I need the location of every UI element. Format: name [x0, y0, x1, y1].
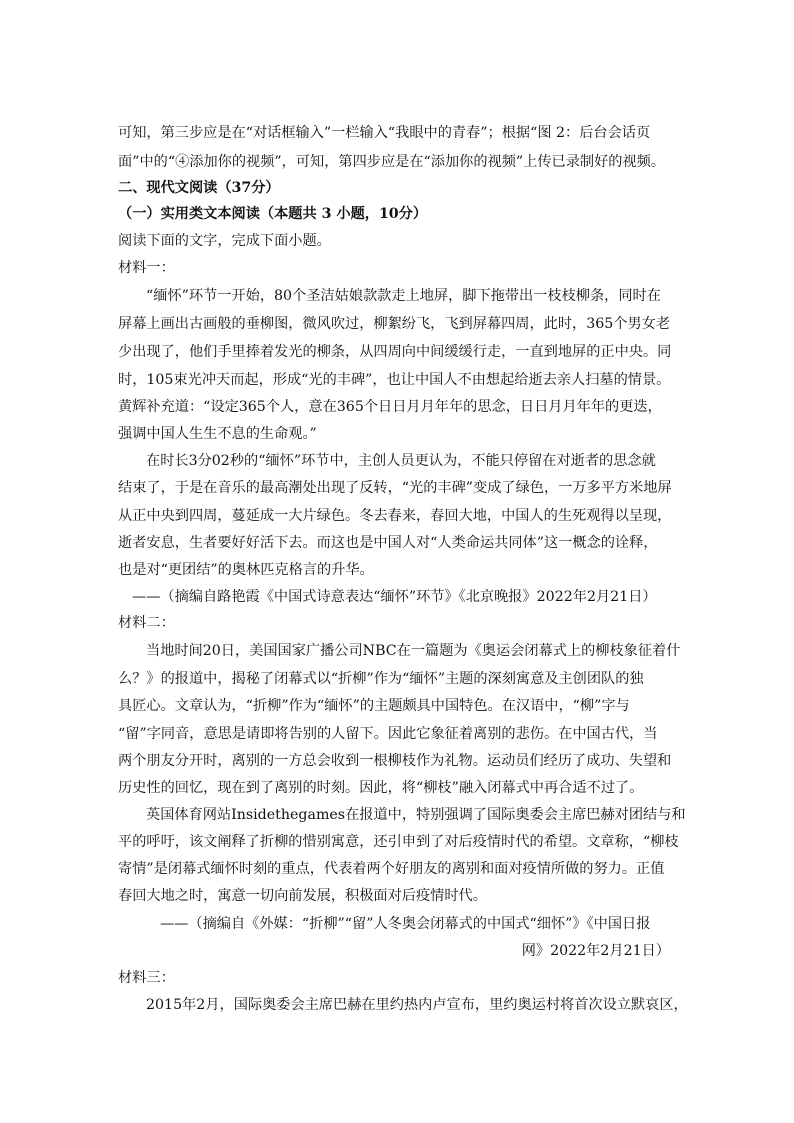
- material1-source: ——（摘编自路艳霞《中国式诗意表达“缅怀”环节》《北京晚报》2022年2月21日）: [132, 589, 657, 605]
- material1-p1-line: 屏幕上画出古画般的垂柳图，微风吹过，柳絮纷飞，飞到屏幕四周，此时，365个男女老: [118, 316, 671, 332]
- section-heading: 二、现代文阅读（37分）: [118, 180, 280, 196]
- material2-p1-line: 具匠心。文章认为，“折柳”作为“缅怀”的主题颇具中国特色。在汉语中，“柳”字与: [118, 698, 630, 714]
- material2-p1-line: 两个朋友分开时，离别的一方总会收到一根柳枝作为礼物。运动员们经历了成功、失望和: [118, 753, 672, 769]
- material2-source-line-1: ——（摘编自《外媒：“折柳”“留”人冬奥会闭幕式的中国式“细怀”》《中国日报: [160, 916, 651, 932]
- material3-p1-line: 2015年2月，国际奥委会主席巴赫在里约热内卢宣布，里约奥运村将首次设立默哀区，: [146, 997, 688, 1013]
- material2-label: 材料二：: [118, 615, 175, 631]
- material1-p2-line: 从正中央到四周，蔓延成一大片绿色。冬去春来，春回大地，中国人的生死观得以呈现，: [118, 508, 672, 524]
- material1-p1-line: 强调中国人生生不息的生命观。”: [118, 426, 317, 442]
- material2-p2-line: 平的呼吁，该文阐释了折柳的惜别寓意，还引申到了对后疫情时代的希望。文章称，“柳枝: [118, 834, 679, 850]
- material3-label: 材料三：: [118, 970, 175, 986]
- material2-p2-line: 春回大地之时，寓意一切向前发展，积极面对后疫情时代。: [118, 888, 487, 904]
- material2-p2-line: 英国体育网站Insidethegames在报道中，特别强调了国际奥委会主席巴赫对团结与和: [146, 807, 686, 823]
- section-subheading: （一）实用类文本阅读（本题共 3 小题，10分）: [118, 206, 428, 222]
- material2-p1-line: 历史性的回忆，现在到了离别的时刻。因此，将“柳枝”融入闭幕式中再合适不过了。: [118, 780, 644, 796]
- material1-p1-line: 黄辉补充道：“设定365个人，意在365个日日月月年年的思念，日日月月年年的更迭，: [118, 399, 662, 415]
- material1-p1-line: 少出现了，他们手里捧着发光的柳条，从四周向中间缓缓行走，一直到地屏的正中央。同: [118, 344, 672, 360]
- material1-p2-line: 也是对“更团结”的奥林匹克格言的升华。: [118, 562, 374, 578]
- material1-p1-line: “缅怀”环节一开始，80个圣洁姑娘款款走上地屏，脚下拖带出一枝枝柳条，同时在: [146, 288, 661, 304]
- material2-p1-line: “留”字同音，意思是请即将告别的人留下。因此它象征着离别的悲伤。在中国古代，当: [118, 726, 658, 742]
- material2-source-line-2: 网》2022年2月21日）: [521, 943, 670, 959]
- material1-label: 材料一：: [118, 260, 175, 276]
- material2-p1-line: 么？》的报道中，揭秘了闭幕式以“折柳”作为“缅怀”主题的深刻寓意及主创团队的独: [118, 671, 644, 687]
- material1-p2-line: 逝者安息，生者要好好活下去。而这也是中国人对“人类命运共同体”这一概念的诠释，: [118, 535, 658, 551]
- material2-p1-line: 当地时间20日，美国国家广播公司NBC在一篇题为《奥运会闭幕式上的柳枝象征着什: [146, 643, 681, 659]
- material1-p1-line: 时，105束光冲天而起，形成“光的丰碑”，也让中国人不由想起给逝去亲人扫墓的情景。: [118, 372, 671, 388]
- material1-p2-line: 结束了，于是在音乐的最高潮处出现了反转，“光的丰碑”变成了绿色，一万多平方米地屏: [118, 480, 672, 496]
- material1-p2-line: 在时长3分02秒的“缅怀”环节中，主创人员更认为，不能只停留在对逝者的思念就: [146, 453, 656, 469]
- material2-p2-line: 寄情”是闭幕式缅怀时刻的重点，代表着两个好朋友的离别和面对疫情所做的努力。正值: [118, 861, 665, 877]
- intro-line-2: 面”中的“④添加你的视频”，可知，第四步应是在“添加你的视频”上传已录制好的视频。: [118, 154, 666, 170]
- instruction-text: 阅读下面的文字，完成下面小题。: [118, 233, 331, 249]
- intro-line-1: 可知，第三步应是在“对话框输入”一栏输入“我眼中的青春”；根据“图 2：后台会话页: [118, 125, 651, 141]
